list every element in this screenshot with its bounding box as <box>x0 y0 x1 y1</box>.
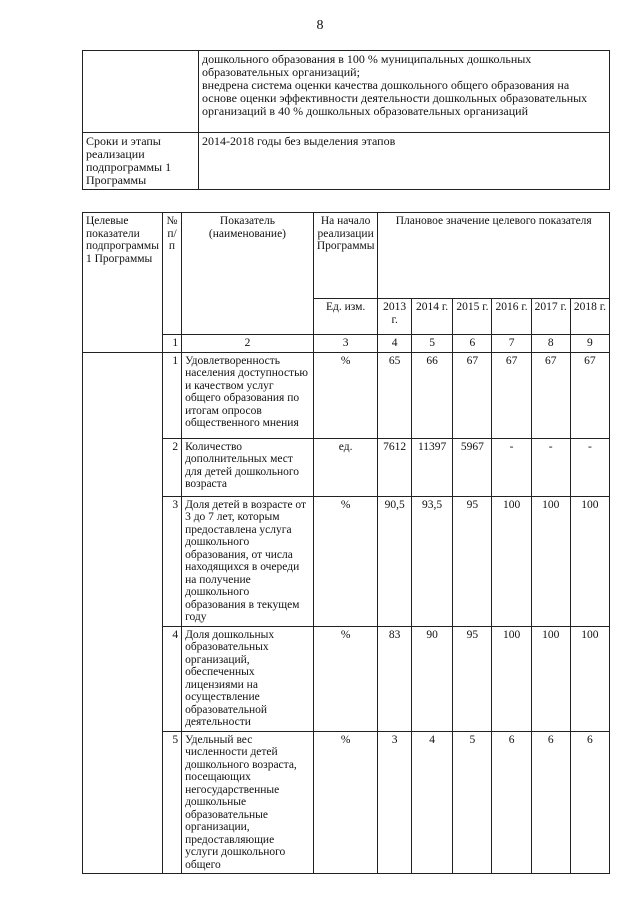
header-planned: Плановое значение целевого показателя <box>378 213 610 299</box>
row-indicator-name: Удовлетворенность населения доступностью и качеством услуг общего образования по итогам опросов общественного мнения <box>182 352 314 438</box>
row-value: 90 <box>411 626 452 731</box>
row-value: 67 <box>531 352 570 438</box>
row-value: 67 <box>492 352 531 438</box>
table-row <box>83 496 610 626</box>
row-value: 3 <box>378 731 411 874</box>
row-value: 67 <box>453 352 492 438</box>
terms-label: Сроки и этапы реализации подпрограммы 1 Программы <box>83 133 199 190</box>
header-start: На начало реализации Программы <box>313 213 378 299</box>
year-2013: 2013 г. <box>378 299 411 335</box>
row-indicator-name: Удельный вес численности детей дошкольного возраста, посещающих негосударственные дошкольные образовательные организации, предоставляющие услуги дошкольного общего <box>182 731 314 874</box>
table-row <box>83 352 610 438</box>
col-number: 2 <box>182 335 314 353</box>
target-indicators-table <box>82 212 610 874</box>
row-unit: % <box>313 496 378 626</box>
row-value: 100 <box>570 626 609 731</box>
row-num: 4 <box>162 626 181 731</box>
row-indicator-name: Количество дополнительных мест для детей дошкольного возраста <box>182 438 314 496</box>
header-row-1 <box>83 213 610 299</box>
row-num: 5 <box>162 731 181 874</box>
row-value: 100 <box>531 496 570 626</box>
row-value: 67 <box>570 352 609 438</box>
row-value: 100 <box>492 626 531 731</box>
summary-row-results <box>83 51 610 133</box>
col-number: 4 <box>378 335 411 353</box>
row-value: 100 <box>570 496 609 626</box>
row-value: 90,5 <box>378 496 411 626</box>
row-value: 6 <box>570 731 609 874</box>
results-line-1: дошкольного образования в 100 % муниципальных дошкольных образовательных организаций; <box>202 52 532 79</box>
row-value: 95 <box>453 496 492 626</box>
row-unit: % <box>313 731 378 874</box>
year-2016: 2016 г. <box>492 299 531 335</box>
header-unit: Ед. изм. <box>313 299 378 335</box>
row-indicator-name: Доля дошкольных образовательных организаций, обеспеченных лицензиями на осуществление образовательной деятельности <box>182 626 314 731</box>
row-value: 100 <box>531 626 570 731</box>
table-row <box>83 438 610 496</box>
col-number: 8 <box>531 335 570 353</box>
row-indicator-name: Доля детей в возрасте от 3 до 7 лет, которым предоставлена услуга дошкольного образования, от числа находящихся в очереди на получение дошкольного образования в текущем году <box>182 496 314 626</box>
year-2018: 2018 г. <box>570 299 609 335</box>
row-value: 7612 <box>378 438 411 496</box>
year-2014: 2014 г. <box>411 299 452 335</box>
page-number: 8 <box>316 18 324 33</box>
col-number: 6 <box>453 335 492 353</box>
terms-value: 2014-2018 годы без выделения этапов <box>199 133 610 190</box>
summary-row-empty-label <box>83 51 199 133</box>
row-value: 6 <box>531 731 570 874</box>
row-value: 4 <box>411 731 452 874</box>
table-row <box>83 626 610 731</box>
program-summary-table <box>82 50 610 190</box>
results-line-2: внедрена система оценки качества дошкольного общего образования на основе оценки эффективности деятельности дошкольных образовательных организаций в 40 % дошкольных образовательных организаций <box>202 78 588 118</box>
header-num: № п/п <box>162 213 181 335</box>
table-row <box>83 731 610 874</box>
summary-row-results-text <box>199 51 610 133</box>
col-number: 1 <box>162 335 181 353</box>
row-num: 2 <box>162 438 181 496</box>
row-value: 5 <box>453 731 492 874</box>
row-unit: ед. <box>313 438 378 496</box>
row-value: 83 <box>378 626 411 731</box>
row-value: - <box>492 438 531 496</box>
col-number: 3 <box>313 335 378 353</box>
summary-row-terms <box>83 133 610 190</box>
row-value: 11397 <box>411 438 452 496</box>
col-number: 7 <box>492 335 531 353</box>
row-value: 66 <box>411 352 452 438</box>
year-2015: 2015 г. <box>453 299 492 335</box>
row-num: 1 <box>162 352 181 438</box>
row-value: - <box>570 438 609 496</box>
row-value: 93,5 <box>411 496 452 626</box>
col-number: 9 <box>570 335 609 353</box>
row-value: - <box>531 438 570 496</box>
year-2017: 2017 г. <box>531 299 570 335</box>
row-value: 100 <box>492 496 531 626</box>
target-indicators-label: Целевые показатели подпрограммы 1 Программы <box>83 213 163 353</box>
row-num: 3 <box>162 496 181 626</box>
row-value: 5967 <box>453 438 492 496</box>
row-unit: % <box>313 626 378 731</box>
row-unit: % <box>313 352 378 438</box>
target-indicators-empty <box>83 352 163 874</box>
numbering-row <box>83 335 610 353</box>
header-indicator: Показатель (наименование) <box>182 213 314 335</box>
col-number: 5 <box>411 335 452 353</box>
row-value: 95 <box>453 626 492 731</box>
row-value: 6 <box>492 731 531 874</box>
row-value: 65 <box>378 352 411 438</box>
